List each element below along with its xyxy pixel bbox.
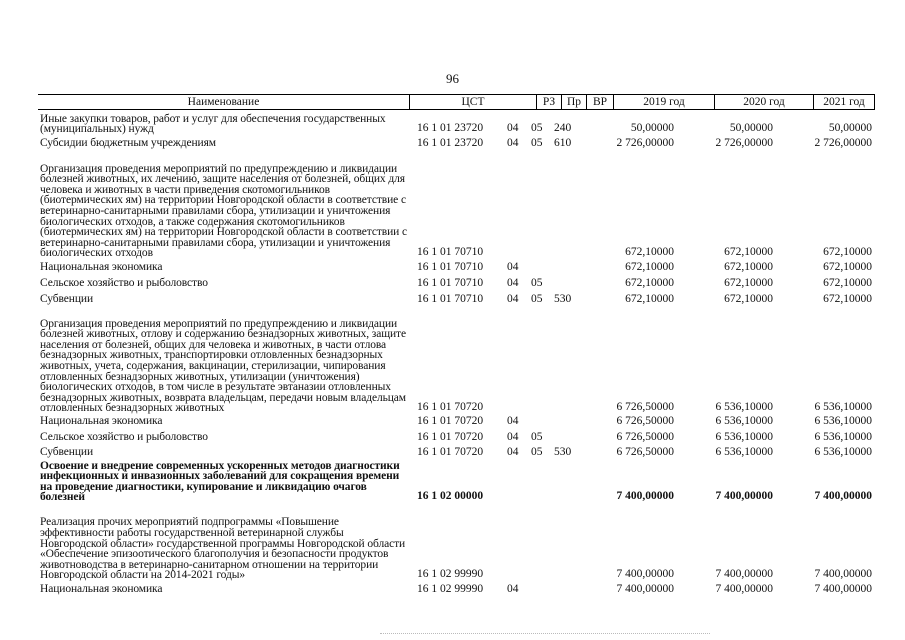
row-rz: 04 bbox=[507, 261, 519, 273]
row-2021: 6 536,10000 bbox=[814, 415, 872, 427]
row-2021: 7 400,00000 bbox=[814, 568, 872, 580]
row-2019: 672,10000 bbox=[625, 261, 674, 273]
row-name: Национальная экономика bbox=[40, 583, 163, 595]
table-row bbox=[0, 307, 905, 414]
row-2021: 672,10000 bbox=[823, 277, 872, 289]
row-2019: 7 400,00000 bbox=[616, 490, 674, 502]
row-cst: 16 1 01 70720 bbox=[417, 401, 484, 413]
row-cst: 16 1 02 00000 bbox=[417, 490, 484, 502]
row-2021: 672,10000 bbox=[823, 293, 872, 305]
row-vr: 240 bbox=[554, 122, 572, 134]
row-name: Субвенции bbox=[40, 446, 94, 458]
header-rz: РЗ bbox=[537, 95, 562, 109]
row-cst: 16 1 01 23720 bbox=[417, 137, 484, 149]
row-vr: 530 bbox=[554, 293, 572, 305]
row-2019: 672,10000 bbox=[625, 293, 674, 305]
row-name: Субсидии бюджетным учреждениям bbox=[40, 137, 216, 149]
header-vr: ВР bbox=[587, 95, 614, 109]
row-2020: 6 536,10000 bbox=[715, 446, 773, 458]
row-2020: 6 536,10000 bbox=[715, 401, 773, 413]
scan-artifact-line bbox=[380, 633, 710, 635]
row-2020: 2 726,00000 bbox=[715, 137, 773, 149]
table-row bbox=[0, 274, 905, 290]
row-pr: 05 bbox=[531, 137, 543, 149]
row-rz: 04 bbox=[507, 446, 519, 458]
row-2020: 672,10000 bbox=[724, 261, 773, 273]
header-pr: Пр bbox=[562, 95, 587, 109]
header-2020: 2020 год bbox=[715, 95, 814, 109]
row-rz: 04 bbox=[507, 415, 519, 427]
row-name: Освоение и внедрение современных ускоренных методов диагностики инфекционных и инвазионных заболеваний для сокращения времени на проведение диагностики, купирование и ликвидацию очагов болезней bbox=[40, 459, 400, 504]
row-2020: 50,00000 bbox=[729, 122, 773, 134]
row-2019: 7 400,00000 bbox=[616, 568, 674, 580]
row-2020: 7 400,00000 bbox=[715, 583, 773, 595]
row-cst: 16 1 01 70720 bbox=[417, 431, 484, 443]
row-name: Национальная экономика bbox=[40, 261, 163, 273]
row-pr: 05 bbox=[531, 122, 543, 134]
row-name: Сельское хозяйство и рыболовство bbox=[40, 431, 208, 443]
row-pr: 05 bbox=[531, 293, 543, 305]
row-name: Субвенции bbox=[40, 293, 94, 305]
row-name: Организация проведения мероприятий по предупреждению и ликвидации болезней животных, их лечению, защите населения от болезней, общих для человека и животных в части приведения скотомогильников (биотермических ям) на территории Новгородской области в соответствие с ветеринарно-санитарными правилами сбора, утилизации и уничтожения биологических отходов, а также содержания скотомогильников (биотермических ям) на территории Новгородской области в соответствии с ветеринарно-санитарными правилами сбора, утилизации и уничтожения биологических отходов bbox=[40, 162, 408, 260]
row-2021: 672,10000 bbox=[823, 246, 872, 258]
row-2021: 7 400,00000 bbox=[814, 583, 872, 595]
row-2020: 672,10000 bbox=[724, 246, 773, 258]
table-row bbox=[0, 151, 905, 259]
table-row bbox=[0, 428, 905, 444]
row-2019: 6 726,50000 bbox=[616, 415, 674, 427]
row-rz: 04 bbox=[507, 277, 519, 289]
row-cst: 16 1 02 99990 bbox=[417, 568, 484, 580]
table-row bbox=[0, 135, 905, 150]
row-2020: 672,10000 bbox=[724, 293, 773, 305]
row-cst: 16 1 01 70710 bbox=[417, 261, 484, 273]
row-cst: 16 1 01 70710 bbox=[417, 277, 484, 289]
row-cst: 16 1 01 70710 bbox=[417, 246, 484, 258]
row-rz: 04 bbox=[507, 431, 519, 443]
table-row bbox=[0, 581, 905, 596]
row-cst: 16 1 01 70720 bbox=[417, 446, 484, 458]
table-row bbox=[0, 444, 905, 459]
row-2021: 7 400,00000 bbox=[814, 490, 872, 502]
table-row bbox=[0, 290, 905, 306]
row-vr: 610 bbox=[554, 137, 572, 149]
row-name: Национальная экономика bbox=[40, 415, 163, 427]
row-2020: 7 400,00000 bbox=[715, 568, 773, 580]
page-number: 96 bbox=[446, 71, 459, 86]
row-name: Организация проведения мероприятий по предупреждению и ликвидации болезней животных, отлову и содержанию безнадзорных животных, защите населения от болезней, общих для человека и животных, в части отлова безнадзорных животных, транспортировки отловленных безнадзорных животных, учета, содержания, вакцинации, стерилизации, чипирования отловленных безнадзорных животных, утилизации (уничтожения) биологических отходов, в том числе в результате эвтаназии отловленных безнадзорных животных, возврата владельцам, передачи новым владельцам отловленных безнадзорных животных bbox=[40, 317, 406, 415]
row-rz: 04 bbox=[507, 293, 519, 305]
row-cst: 16 1 01 70710 bbox=[417, 293, 484, 305]
row-rz: 04 bbox=[507, 583, 519, 595]
row-cst: 16 1 02 99990 bbox=[417, 583, 484, 595]
row-2019: 2 726,00000 bbox=[616, 137, 674, 149]
row-2020: 6 536,10000 bbox=[715, 431, 773, 443]
header-name: Наименование bbox=[38, 95, 410, 109]
row-2021: 50,00000 bbox=[828, 122, 872, 134]
row-pr: 05 bbox=[531, 446, 543, 458]
row-2019: 6 726,50000 bbox=[616, 431, 674, 443]
row-2020: 672,10000 bbox=[724, 277, 773, 289]
row-rz: 04 bbox=[507, 122, 519, 134]
row-2019: 672,10000 bbox=[625, 246, 674, 258]
row-name: Иные закупки товаров, работ и услуг для обеспечения государственных (муниципальных) нужд bbox=[40, 112, 386, 136]
row-name: Сельское хозяйство и рыболовство bbox=[40, 277, 208, 289]
row-2020: 7 400,00000 bbox=[715, 490, 773, 502]
row-2020: 6 536,10000 bbox=[715, 415, 773, 427]
row-2021: 2 726,00000 bbox=[814, 137, 872, 149]
row-cst: 16 1 01 23720 bbox=[417, 122, 484, 134]
table-row bbox=[0, 460, 905, 503]
row-2019: 7 400,00000 bbox=[616, 583, 674, 595]
row-2019: 50,00000 bbox=[630, 122, 674, 134]
row-2021: 6 536,10000 bbox=[814, 401, 872, 413]
row-pr: 05 bbox=[531, 431, 543, 443]
row-cst: 16 1 01 70720 bbox=[417, 415, 484, 427]
row-pr: 05 bbox=[531, 277, 543, 289]
row-2019: 6 726,50000 bbox=[616, 446, 674, 458]
row-2021: 6 536,10000 bbox=[814, 446, 872, 458]
row-2021: 672,10000 bbox=[823, 261, 872, 273]
header-2019: 2019 год bbox=[614, 95, 715, 109]
table-row bbox=[0, 414, 905, 428]
table-row bbox=[0, 109, 905, 135]
table-header bbox=[38, 94, 875, 110]
row-name: Реализация прочих мероприятий подпрограммы «Повышение эффективности работы государственной ветеринарной службы Новгородской области» государственной программы Новгородской области «Обеспечение эпизоотического благополучия и безопасности продуктов животноводства в ветеринарно-санитарном отношении на территории Новгородской области на 2014-2021 годы» bbox=[40, 516, 406, 582]
table-row bbox=[0, 504, 905, 581]
row-2021: 6 536,10000 bbox=[814, 431, 872, 443]
header-2021: 2021 год bbox=[814, 95, 875, 109]
header-cst: ЦСТ bbox=[410, 95, 537, 109]
row-vr: 530 bbox=[554, 446, 572, 458]
row-rz: 04 bbox=[507, 137, 519, 149]
table-row bbox=[0, 259, 905, 274]
row-2019: 672,10000 bbox=[625, 277, 674, 289]
row-2019: 6 726,50000 bbox=[616, 401, 674, 413]
